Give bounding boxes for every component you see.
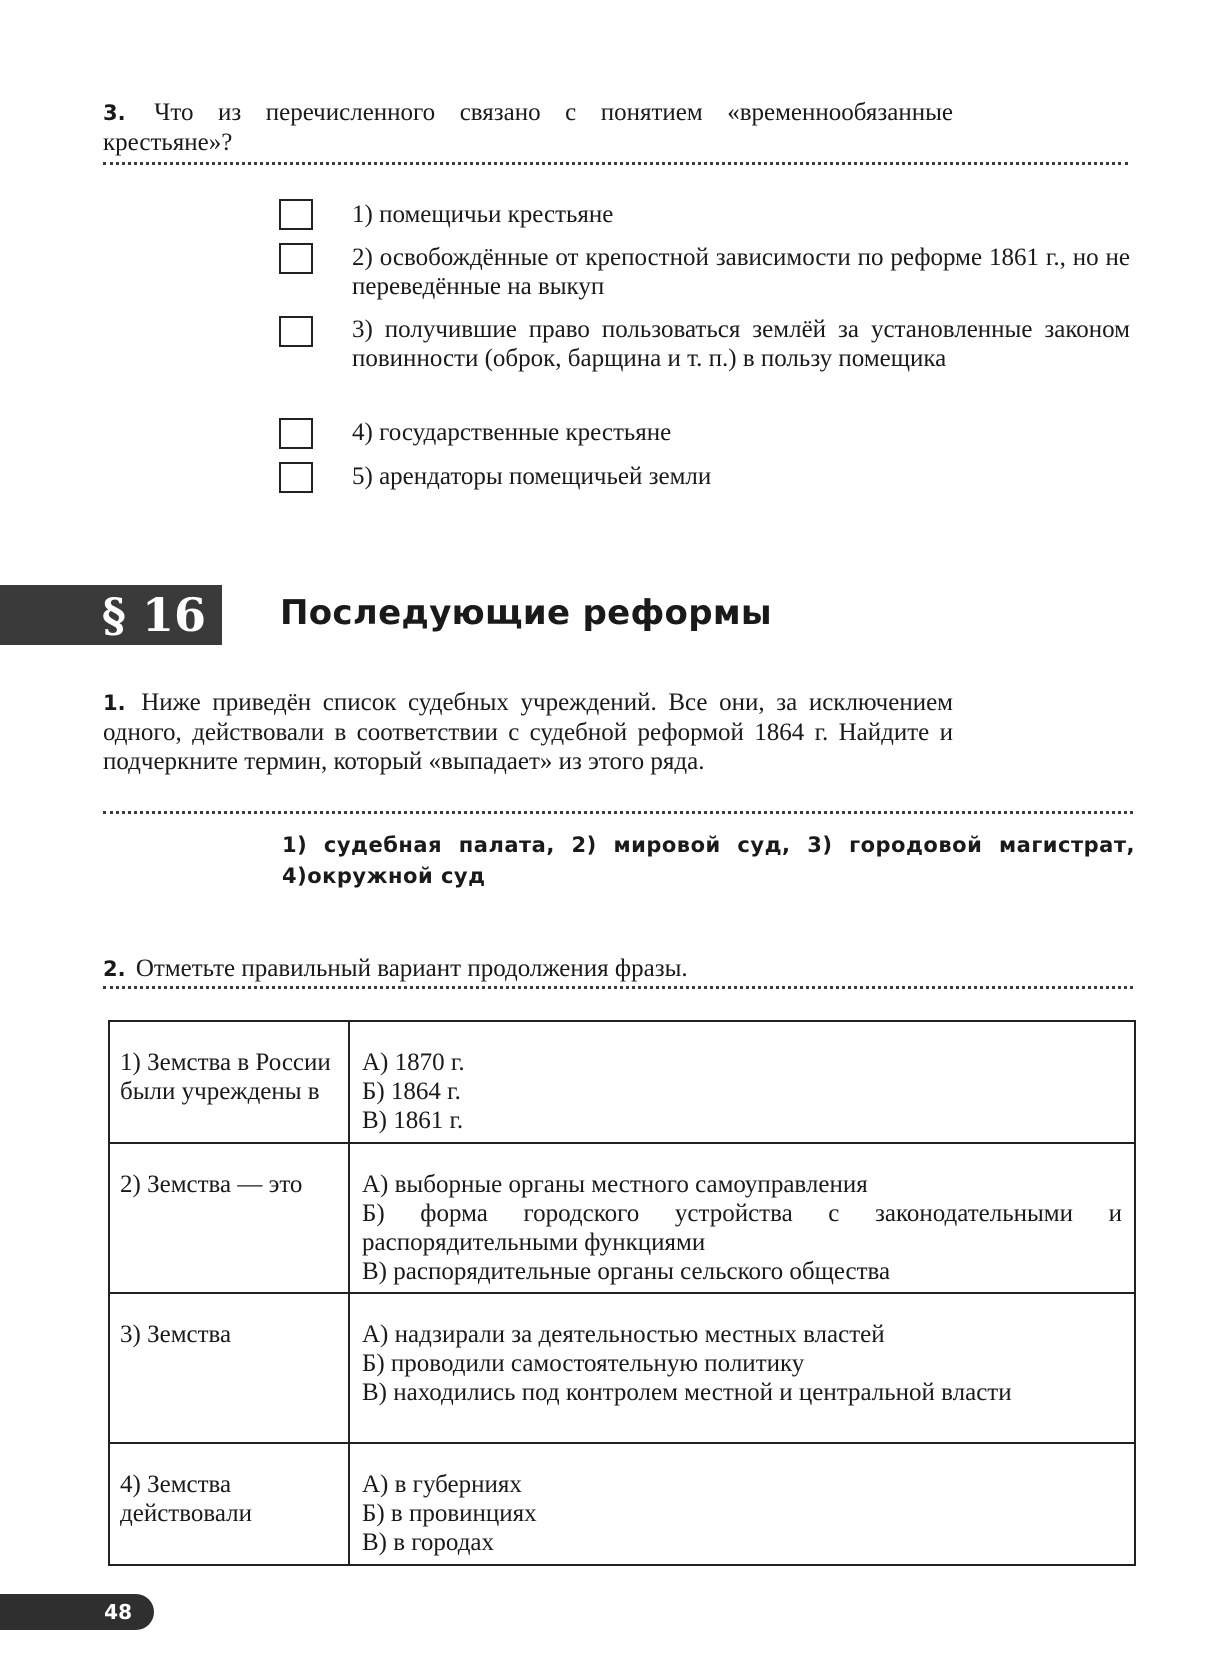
q3-checkbox-5[interactable] (279, 462, 313, 493)
q3-checkbox-1[interactable] (279, 199, 313, 230)
q3-question: Что из перечисленного связано с понятием «временнообязанные крестьяне»? (103, 99, 954, 156)
q3-number: 3. (103, 101, 126, 125)
q3-option-3: 3) получившие право пользоваться землёй за установленные законом повинности (оброк, барщина и т. п.) в пользу помещика (352, 316, 1130, 372)
s16-q1-number: 1. (103, 691, 126, 715)
q3-option-4: 4) государственные крестьяне (352, 419, 672, 446)
row-4-answer-c[interactable]: В) в городах (362, 1529, 495, 1556)
row-2-answer-c[interactable]: В) распорядительные органы сельского общества (362, 1258, 891, 1285)
row-1-answers (349, 1021, 1135, 1143)
s16-q1-question: Ниже приведён список судебных учреждений. Все они, за исключением одного, действовали в соответствии с судебной реформой 1864 г. Найдите и подчеркните термин, который «выпадает» из этого ряда. (103, 689, 954, 775)
table-row (109, 1021, 1135, 1143)
table-row (109, 1443, 1135, 1565)
row-2-label: 2) Земства — это (109, 1143, 349, 1293)
row-2-answer-a[interactable]: А) выборные органы местного самоуправления (362, 1171, 868, 1198)
row-3-answer-a[interactable]: А) надзирали за деятельностью местных властей (362, 1321, 885, 1348)
s16-q2-text-block (103, 954, 1003, 984)
table-row (109, 1293, 1135, 1443)
court-terms-list[interactable]: 1) судебная палата, 2) мировой суд, 3) городовой магистрат, 4)окружной суд (282, 833, 1135, 888)
q3-option-5: 5) арендаторы помещичьей земли (352, 463, 712, 490)
row-1-label: 1) Земства в России были учреждены в (109, 1021, 349, 1143)
row-2-answer-b[interactable]: Б) форма городского устройства с законодательными и распорядительными функциями (362, 1200, 1122, 1256)
row-3-answer-c[interactable]: В) находились под контролем местной и центральной власти (362, 1379, 1012, 1406)
section-title: Последующие реформы (280, 593, 772, 633)
s16-q2-answer-line (103, 986, 1133, 989)
q3-checkbox-4[interactable] (279, 418, 313, 449)
row-1-answer-b[interactable]: Б) 1864 г. (362, 1078, 461, 1105)
s16-q1-answer-line (103, 811, 1133, 814)
table-row (109, 1143, 1135, 1293)
q3-option-2: 2) освобождённые от крепостной зависимости по реформе 1861 г., но не переведённые на выкуп (352, 244, 1130, 300)
section-badge: § 16 (0, 585, 222, 645)
page-number: 48 (0, 1594, 154, 1630)
row-4-answer-b[interactable]: Б) в провинциях (362, 1500, 537, 1527)
row-3-answers (349, 1293, 1135, 1443)
row-3-answer-b[interactable]: Б) проводили самостоятельную политику (362, 1350, 805, 1377)
q3-answer-line (103, 162, 1128, 165)
row-3-label: 3) Земства (109, 1293, 349, 1443)
q3-option-1: 1) помещичьи крестьяне (352, 201, 614, 228)
q3-checkbox-3[interactable] (279, 316, 313, 347)
row-4-label: 4) Земства действовали (109, 1443, 349, 1565)
zemstvo-table (108, 1020, 1136, 1566)
row-4-answers (349, 1443, 1135, 1565)
row-2-answers (349, 1143, 1135, 1293)
s16-q2-number: 2. (103, 957, 126, 981)
s16-q1-text-block (103, 688, 953, 776)
s16-q2-question: Отметьте правильный вариант продолжения фразы. (135, 955, 688, 982)
row-1-answer-a[interactable]: А) 1870 г. (362, 1049, 465, 1076)
row-1-answer-c[interactable]: В) 1861 г. (362, 1107, 464, 1134)
row-4-answer-a[interactable]: А) в губерниях (362, 1471, 522, 1498)
q3-text-block (103, 98, 953, 157)
q3-checkbox-2[interactable] (279, 243, 313, 274)
